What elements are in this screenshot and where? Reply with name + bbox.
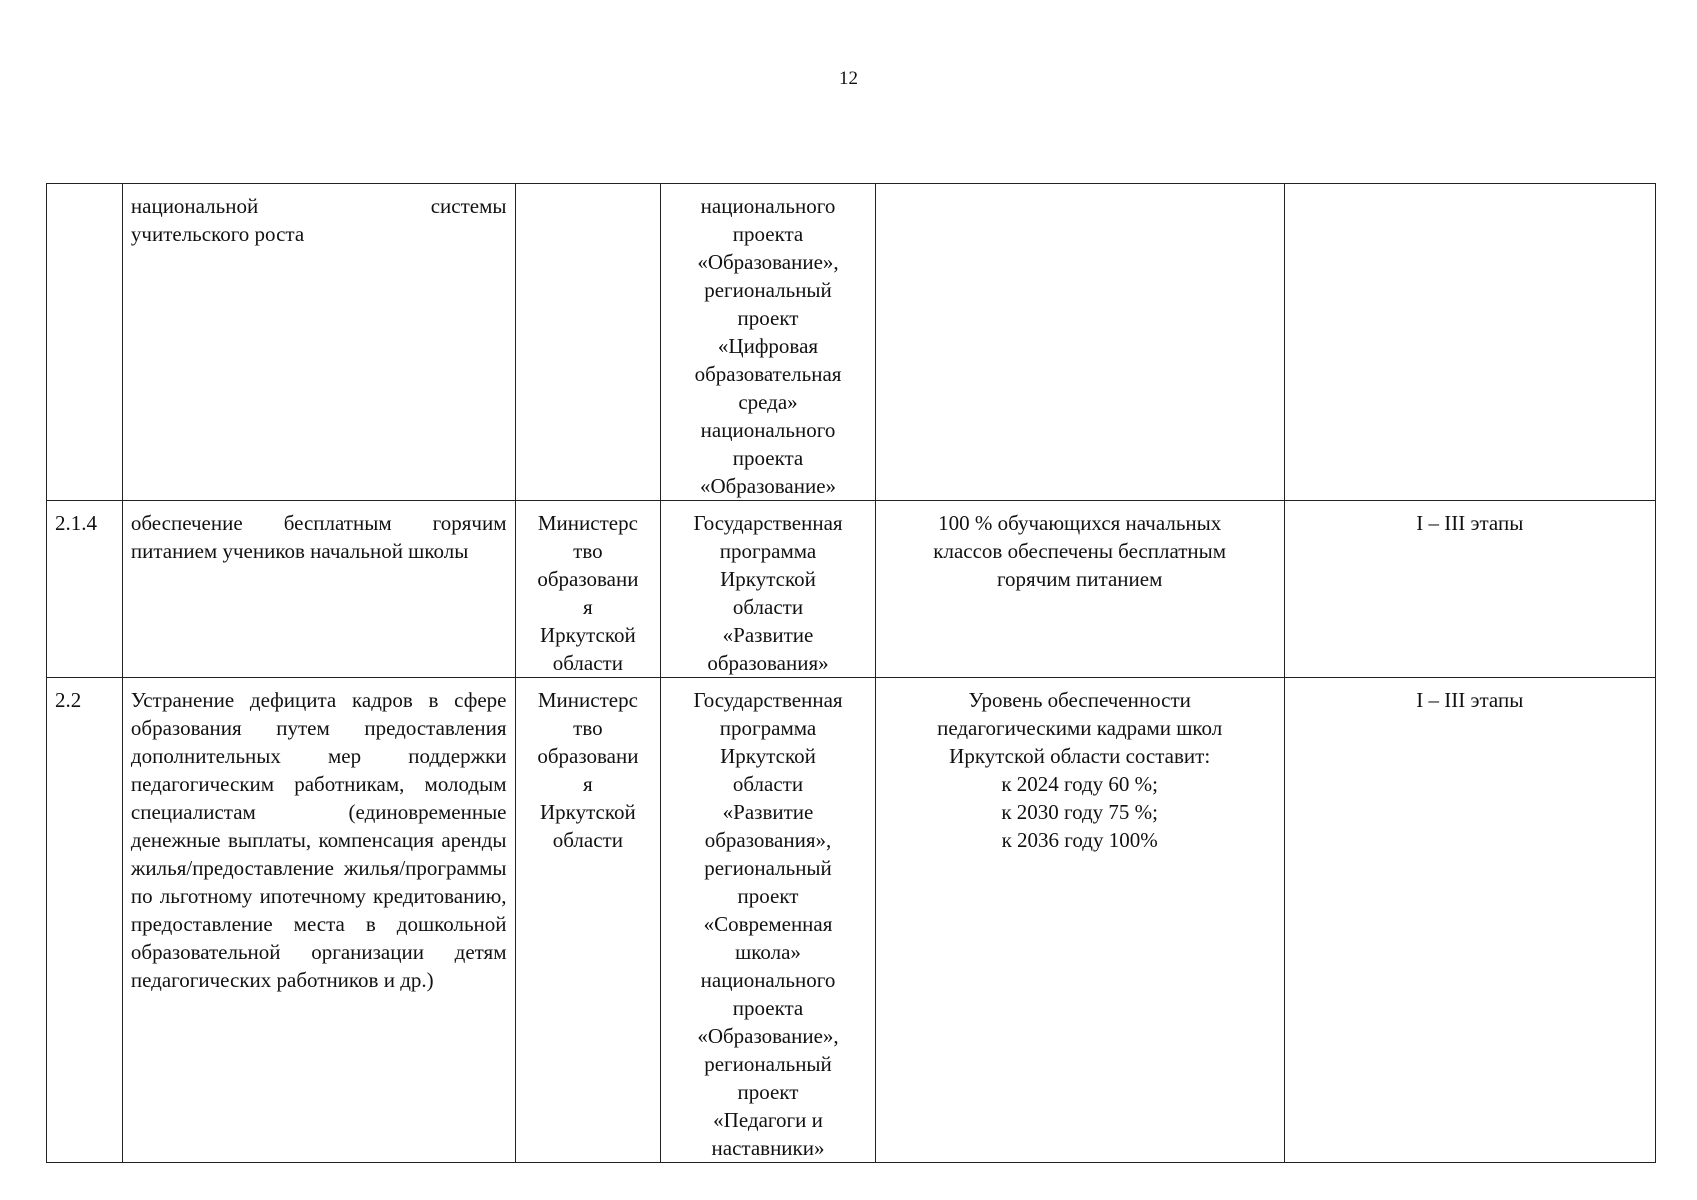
- measure-cell: обеспечение бесплатным горячим питанием учеников начальной школы: [122, 501, 515, 678]
- result-cell: [875, 184, 1284, 501]
- row-number: 2.1.4: [47, 501, 123, 678]
- measure-word: национальной: [130, 194, 259, 218]
- measure-line: [131, 192, 507, 220]
- table-row: [47, 678, 1656, 1163]
- result-cell: Уровень обеспеченности педагогическими кадрами школ Иркутской области составит: к 2024 году 60 %; к 2030 году 75 %; к 2036 году 100%: [875, 678, 1284, 1163]
- measures-table: [46, 183, 1656, 1163]
- measure-line: учительского роста: [130, 222, 305, 246]
- executor-cell: Министерс тво образовани я Иркутской области: [515, 501, 661, 678]
- row-number: 2.2: [47, 678, 123, 1163]
- measure-word: системы: [430, 194, 507, 218]
- source-cell: Государственная программа Иркутской области «Развитие образования», региональный проект «Современная школа» национального проекта «Образование», региональный проект «Педагоги и наставники»: [661, 678, 876, 1163]
- measure-cell: Устранение дефицита кадров в сфере образования путем предоставления дополнительных мер поддержки педагогическим работникам, молодым специалистам (единовременные денежные выплаты, компенсация аренды жилья/предоставление жилья/программы по льготному ипотечному кредитованию, предоставление места в дошкольной образовательной организации детям педагогических работников и др.): [122, 678, 515, 1163]
- period-cell: [1284, 184, 1655, 501]
- source-cell: национального проекта «Образование», региональный проект «Цифровая образовательная среда» национального проекта «Образование»: [661, 184, 876, 501]
- executor-cell: Министерс тво образовани я Иркутской области: [515, 678, 661, 1163]
- table-row: [47, 184, 1656, 501]
- measure-cell: [122, 184, 515, 501]
- result-cell: 100 % обучающихся начальных классов обеспечены бесплатным горячим питанием: [875, 501, 1284, 678]
- page-number: 12: [839, 68, 858, 89]
- row-number: [47, 184, 123, 501]
- table-row: [47, 501, 1656, 678]
- executor-cell: [515, 184, 661, 501]
- source-cell: Государственная программа Иркутской области «Развитие образования»: [661, 501, 876, 678]
- period-cell: I – III этапы: [1284, 678, 1655, 1163]
- period-cell: I – III этапы: [1284, 501, 1655, 678]
